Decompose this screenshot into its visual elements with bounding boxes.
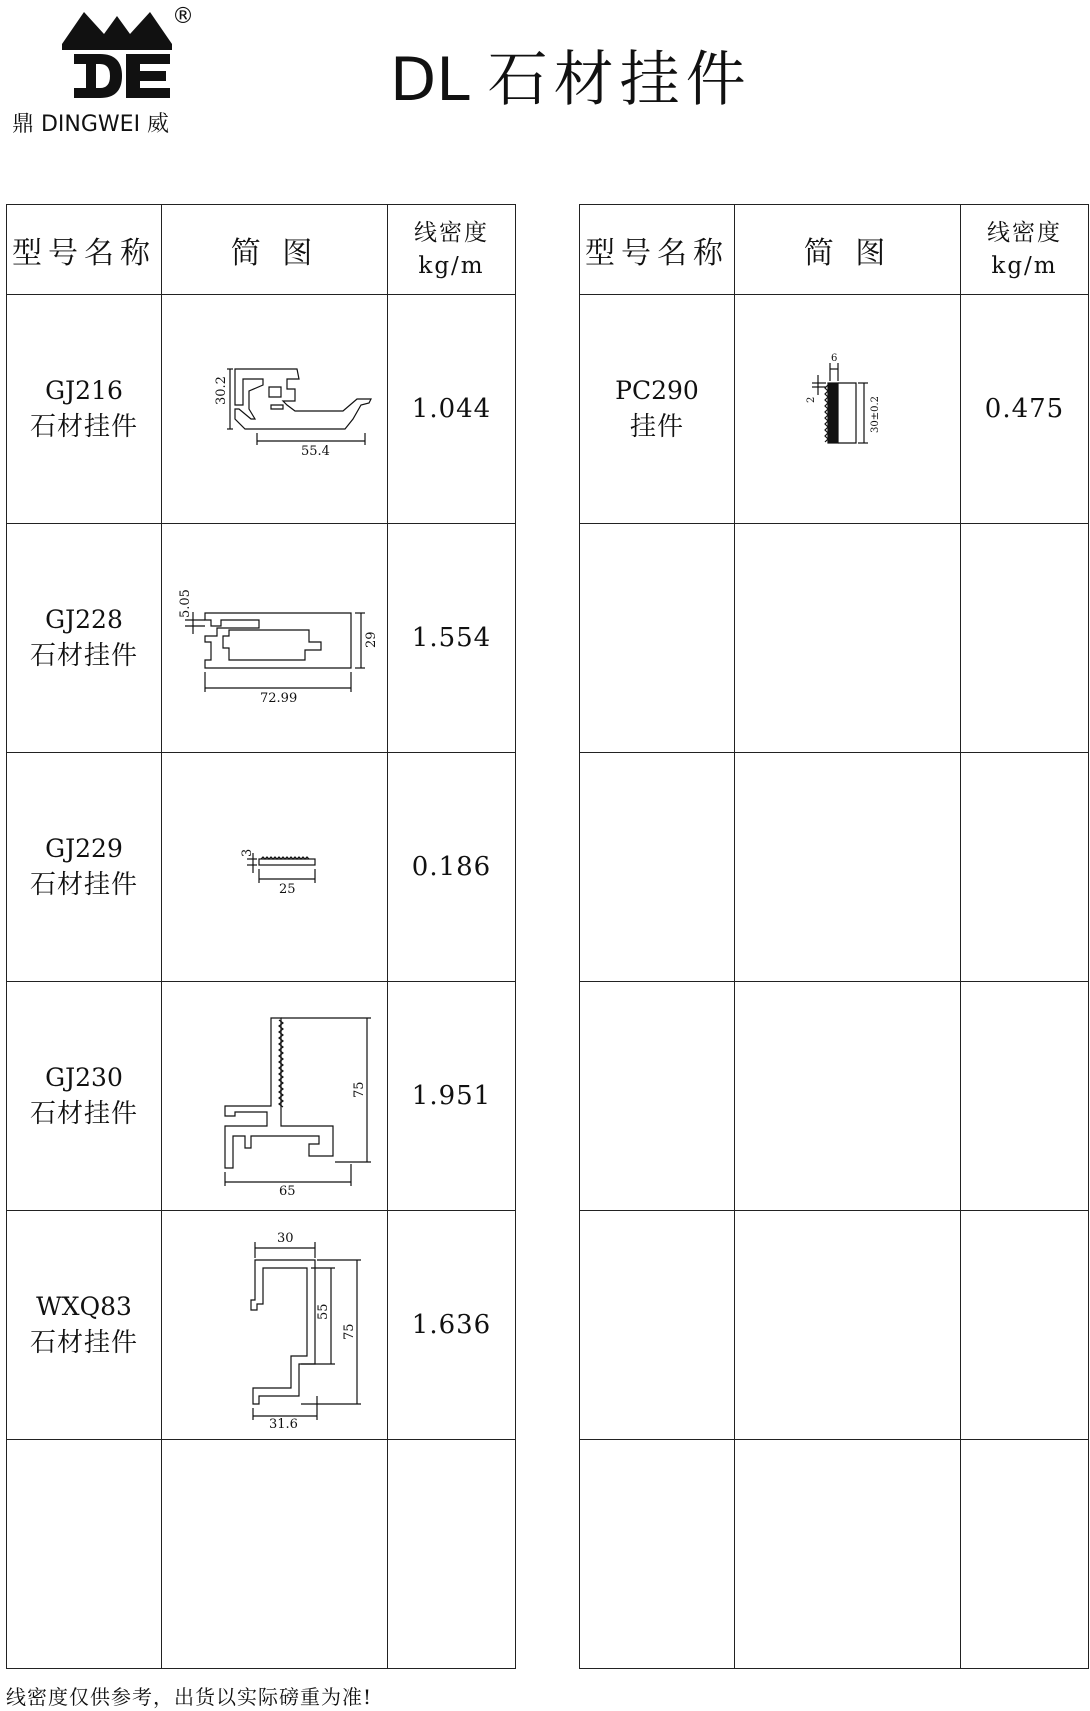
- model-code: GJ230: [45, 1063, 123, 1092]
- density-value: 1.044: [388, 295, 516, 524]
- registered-mark: ®: [172, 4, 194, 29]
- model-code: GJ216: [45, 376, 123, 405]
- dim-height: 30±0.2: [869, 395, 881, 433]
- profile-sketch-gj228: [165, 568, 385, 708]
- table-row: [580, 295, 1089, 524]
- dim-width: 31.6: [268, 1417, 298, 1430]
- column-header-model: 型号名称: [7, 205, 162, 295]
- dim-width: 65: [278, 1184, 296, 1196]
- model-cell: [7, 295, 162, 524]
- model-cell: [7, 753, 162, 982]
- model-cell: [7, 1440, 162, 1669]
- model-name: 石材挂件: [29, 870, 138, 900]
- table-row: [580, 1211, 1089, 1440]
- table-row: [580, 982, 1089, 1211]
- density-value: [961, 1211, 1089, 1440]
- column-header-density: 线密度 kg/m: [388, 205, 516, 295]
- logo-text: 鼎 DINGWEI 威: [12, 112, 170, 137]
- sketch-cell: [735, 1440, 961, 1669]
- column-header-sketch: 简 图: [735, 205, 961, 295]
- title-latin: DL: [390, 45, 470, 115]
- sketch-cell: [735, 1211, 961, 1440]
- density-value: [961, 524, 1089, 753]
- table-row: [7, 1440, 516, 1669]
- sketch-cell: [162, 753, 388, 982]
- density-value: 1.951: [388, 982, 516, 1211]
- model-cell: [580, 982, 735, 1211]
- sketch-cell: [162, 524, 388, 753]
- profile-sketch-pc290: [748, 339, 948, 479]
- density-value: 1.636: [388, 1211, 516, 1440]
- dim-inner: 55: [315, 1303, 331, 1320]
- model-code: GJ228: [45, 605, 123, 634]
- model-cell: [580, 295, 735, 524]
- sketch-cell: [162, 1211, 388, 1440]
- model-code: PC290: [615, 376, 699, 405]
- title-chinese: 石材挂件: [487, 45, 752, 115]
- dim-lip: 5.05: [177, 589, 193, 618]
- model-cell: [7, 1211, 162, 1440]
- table-row: [7, 295, 516, 524]
- model-code: WXQ83: [36, 1292, 132, 1321]
- dingwei-logo-icon: [52, 4, 182, 104]
- dim-thickness: 3: [239, 848, 255, 857]
- model-name: 挂件: [629, 412, 684, 442]
- model-cell: [580, 524, 735, 753]
- column-header-model: 型号名称: [580, 205, 735, 295]
- dim-height: 75: [341, 1323, 357, 1340]
- dim-top: 6: [830, 353, 837, 364]
- sketch-cell: [735, 295, 961, 524]
- footnote: 线密度仅供参考，出货以实际磅重为准!: [6, 1685, 373, 1709]
- dim-top: 30: [276, 1231, 294, 1246]
- model-cell: [7, 524, 162, 753]
- profile-sketch-wxq83: [175, 1220, 375, 1430]
- density-value: [961, 753, 1089, 982]
- column-header-sketch: 简 图: [162, 205, 388, 295]
- sketch-cell: [162, 982, 388, 1211]
- model-cell: [7, 982, 162, 1211]
- profile-sketch-gj230: [175, 996, 375, 1196]
- model-cell: [580, 753, 735, 982]
- table-row: [580, 1440, 1089, 1669]
- dim-side: 2: [805, 396, 817, 403]
- page-title: [390, 32, 752, 118]
- dim-height: 30.2: [213, 376, 229, 405]
- table-row: [7, 524, 516, 753]
- model-name: 石材挂件: [29, 412, 138, 442]
- model-name: 石材挂件: [29, 1328, 138, 1358]
- density-value: [961, 1440, 1089, 1669]
- model-cell: [580, 1211, 735, 1440]
- table-row: [7, 982, 516, 1211]
- table-header-row: [580, 205, 1089, 295]
- sketch-cell: [735, 982, 961, 1211]
- model-name: 石材挂件: [29, 641, 138, 671]
- dim-width: 55.4: [300, 444, 330, 459]
- density-value: 0.475: [961, 295, 1089, 524]
- table-header-row: [7, 205, 516, 295]
- model-name: 石材挂件: [29, 1099, 138, 1129]
- dim-height: 29: [363, 631, 379, 648]
- dim-width: 25: [278, 882, 296, 897]
- density-value: 1.554: [388, 524, 516, 753]
- table-row: [580, 753, 1089, 982]
- model-cell: [580, 1440, 735, 1669]
- sketch-cell: [735, 753, 961, 982]
- density-value: [961, 982, 1089, 1211]
- density-value: 0.186: [388, 753, 516, 982]
- model-code: GJ229: [45, 834, 123, 863]
- profile-sketch-gj229: [175, 817, 375, 917]
- company-logo: [12, 4, 202, 136]
- table-row: [7, 753, 516, 982]
- spec-table-right: [579, 204, 1089, 1669]
- density-value: [388, 1440, 516, 1669]
- sketch-cell: [735, 524, 961, 753]
- sketch-cell: [162, 295, 388, 524]
- sketch-cell: [162, 1440, 388, 1669]
- column-header-density: 线密度 kg/m: [961, 205, 1089, 295]
- profile-sketch-gj216: [175, 339, 375, 479]
- dim-width: 72.99: [259, 691, 297, 706]
- table-row: [7, 1211, 516, 1440]
- dim-height: 75: [351, 1081, 367, 1098]
- table-row: [580, 524, 1089, 753]
- spec-table-left: [6, 204, 516, 1669]
